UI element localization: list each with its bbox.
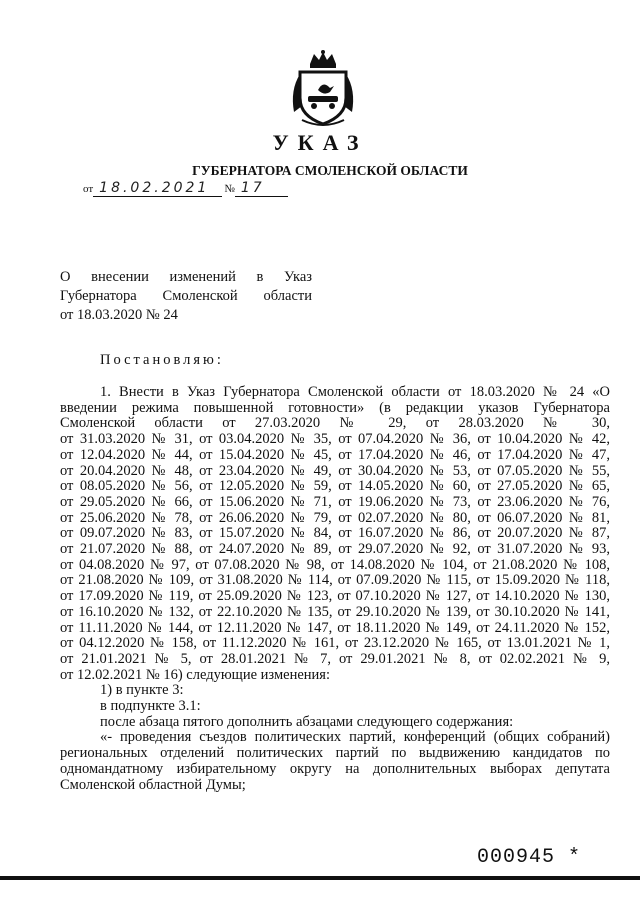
- document-body: [60, 385, 610, 793]
- body-line: в подпункте 3.1:: [100, 698, 201, 715]
- body-line: от 04.08.2020 № 97, от 07.08.2020 № 98, от 14.08.2020 № 104, от 21.08.2020 № 108,: [60, 556, 610, 573]
- date-prefix: от: [83, 183, 94, 195]
- subject-line: от 18.03.2020 № 24: [60, 307, 178, 323]
- body-line: от 08.05.2020 № 56, от 12.05.2020 № 59, от 14.05.2020 № 60, от 27.05.2020 № 65,: [60, 478, 610, 495]
- body-line: одномандатному избирательному округу на дополнительных выборах депутата: [60, 760, 610, 777]
- body-line: введении режима повышенной готовности» (в редакции указов Губернатора: [60, 399, 610, 416]
- body-line: от 21.08.2020 № 109, от 31.08.2020 № 114, от 07.09.2020 № 115, от 15.09.2020 № 118,: [60, 572, 610, 589]
- body-line: 1. Внести в Указ Губернатора Смоленской области от 18.03.2020 № 24 «О: [100, 384, 610, 400]
- bottom-rule: [0, 876, 640, 880]
- subject-line: Губернатора Смоленской области: [60, 288, 312, 304]
- body-line: от 20.04.2020 № 48, от 23.04.2020 № 49, от 30.04.2020 № 53, от 07.05.2020 № 55,: [60, 462, 610, 479]
- document-subject: [60, 268, 312, 325]
- decree-word: Постановляю:: [100, 352, 224, 368]
- body-line: от 21.01.2021 № 5, от 28.01.2021 № 7, от 29.01.2021 № 8, от 02.02.2021 № 9,: [60, 650, 610, 667]
- document-subtitle: ГУБЕРНАТОРА СМОЛЕНСКОЙ ОБЛАСТИ: [192, 163, 468, 178]
- date-number-line: [83, 180, 288, 197]
- body-line: Смоленской областной Думы;: [60, 776, 246, 793]
- body-line: от 16.10.2020 № 132, от 22.10.2020 № 135, от 29.10.2020 № 139, от 30.10.2020 № 141,: [60, 603, 610, 620]
- body-line: от 12.04.2020 № 44, от 15.04.2020 № 45, от 17.04.2020 № 46, от 17.04.2020 № 47,: [60, 446, 610, 463]
- body-line: от 17.09.2020 № 119, от 25.09.2020 № 123, от 07.10.2020 № 127, от 14.10.2020 № 130,: [60, 588, 610, 605]
- body-line: Смоленской области от 27.03.2020 № 29, от 28.03.2020 № 30,: [60, 415, 610, 432]
- body-line: «- проведения съездов политических партий, конференций (общих собраний): [100, 729, 610, 746]
- document-title: УКАЗ: [272, 130, 368, 155]
- handwritten-number: 17: [240, 180, 265, 196]
- body-line: от 12.02.2021 № 16) следующие изменения:: [60, 666, 330, 683]
- body-line: от 29.05.2020 № 66, от 15.06.2020 № 71, от 19.06.2020 № 73, от 23.06.2020 № 76,: [60, 493, 610, 510]
- body-line: 1) в пункте 3:: [100, 682, 184, 699]
- body-line: от 04.12.2020 № 158, от 11.12.2020 № 161, от 23.12.2020 № 165, от 13.01.2021 № 1,: [60, 635, 610, 652]
- body-line: от 11.11.2020 № 144, от 12.11.2020 № 147, от 18.11.2020 № 149, от 24.11.2020 № 152,: [60, 619, 610, 636]
- body-line: от 31.03.2020 № 31, от 03.04.2020 № 35, от 07.04.2020 № 36, от 10.04.2020 № 42,: [60, 431, 610, 448]
- subject-line: О внесении изменений в Указ: [60, 269, 312, 285]
- body-line: после абзаца пятого дополнить абзацами следующего содержания:: [100, 713, 514, 730]
- handwritten-date: 18.02.2021: [99, 180, 210, 196]
- serial-number: 000945 *: [477, 846, 582, 869]
- body-line: от 09.07.2020 № 83, от 15.07.2020 № 84, от 16.07.2020 № 86, от 20.07.2020 № 87,: [60, 525, 610, 542]
- number-prefix: №: [224, 183, 235, 195]
- smolensk-coat-of-arms-icon: [288, 50, 358, 128]
- body-line: от 21.07.2020 № 88, от 24.07.2020 № 89, от 29.07.2020 № 92, от 31.07.2020 № 93,: [60, 541, 610, 558]
- body-line: региональных отделений политических партий по выдвижению кандидатов по: [60, 745, 610, 762]
- body-line: от 25.06.2020 № 78, от 26.06.2020 № 79, от 02.07.2020 № 80, от 06.07.2020 № 81,: [60, 509, 610, 526]
